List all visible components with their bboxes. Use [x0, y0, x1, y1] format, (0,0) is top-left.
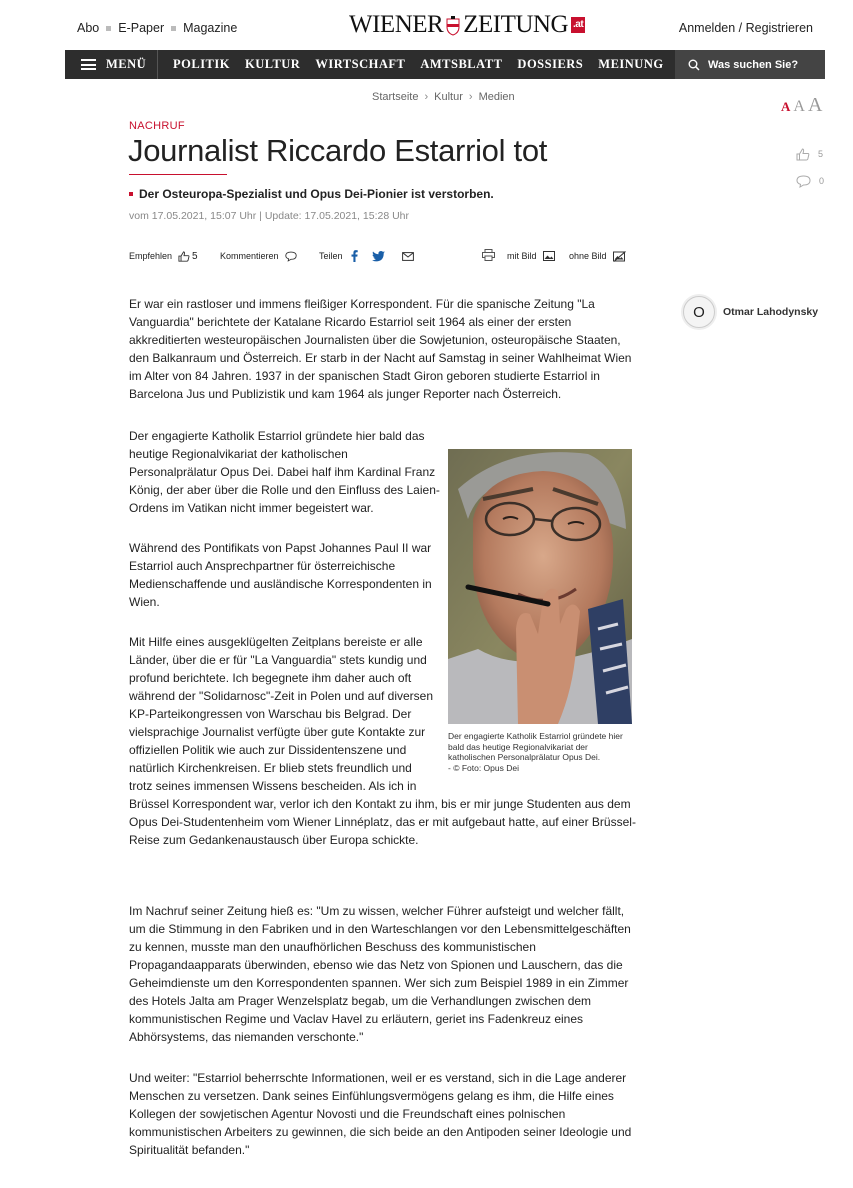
paragraph-line: des Hotels Jalta am Prager Wenzelsplatz begab, um die Verhandlungen zwischen dem: [129, 994, 592, 1008]
paragraph-line: den Balkanraum und Österreich. Er starb in der Nacht auf Samstag in seiner Wahlheimat Wien: [129, 351, 632, 365]
side-like-button[interactable]: [796, 147, 824, 161]
recommend-button[interactable]: [129, 249, 198, 263]
comment-button[interactable]: [220, 249, 297, 263]
logo-text-right: ZEITUNG: [463, 11, 569, 38]
article-lead: [129, 187, 494, 201]
font-size-large[interactable]: A: [807, 94, 823, 116]
figure-caption: [448, 731, 632, 773]
paragraph-line: offiziellen Politik wie auch zur Dissidentenszene und: [129, 743, 407, 757]
side-social: [796, 147, 824, 201]
title-divider: [129, 174, 227, 175]
paragraph-line: Der engagierte Katholik Estarriol gründete hier bald das: [129, 429, 425, 443]
search-icon: [688, 59, 700, 71]
author-box[interactable]: [683, 296, 818, 328]
magazine-link[interactable]: Magazine: [183, 21, 238, 35]
avatar: O: [683, 296, 715, 328]
font-size-medium[interactable]: A: [793, 98, 805, 115]
paragraph-line: Abhörsystems, das niemanden verschonte.": [129, 1030, 364, 1044]
paragraph-line: trotz seines immensen Wissens bescheiden. Als ich in: [129, 779, 417, 793]
paragraph-line: Vanguardia" berichtete der Katalane Ricardo Estarriol seit 1964 als einer der ersten: [129, 315, 572, 329]
epaper-link[interactable]: E-Paper: [118, 21, 165, 35]
paragraph-line: KP-Parteikongressen von Warschau bis Belgrad. Der: [129, 707, 412, 721]
paragraph-line: Medienschaffende und ausländische Korrespondenten in: [129, 577, 432, 591]
nav-item-meinung[interactable]: MEINUNG: [598, 57, 664, 71]
without-image-label: ohne Bild: [569, 251, 607, 261]
paragraph-line: König, der aber über die Rolle und den Einfluss des Laien-: [129, 483, 440, 497]
paragraph-line: Estarriol auch Ansprechpartner für österreichische: [129, 559, 396, 573]
caption-line: bald das heutige Regionalvikariat der: [448, 741, 588, 752]
paragraph-line: Reise zum Gedankenaustausch über Europa schickte.: [129, 833, 419, 847]
nav-item-amtsblatt[interactable]: AMTSBLATT: [420, 57, 503, 71]
main-nav: [65, 50, 825, 79]
share-group: [319, 249, 414, 263]
caption-credit: - © Foto: Opus Dei: [448, 762, 519, 773]
print-without-image-button[interactable]: [569, 249, 626, 263]
print-with-image-button[interactable]: [507, 249, 555, 263]
search-input[interactable]: [675, 50, 825, 79]
paragraph-line: Propagandaapparats überwinden, ebenso wie das Netz von Spionen und Lauschern, das die: [129, 958, 623, 972]
font-size-controls: [781, 94, 822, 117]
breadcrumb: [372, 91, 515, 103]
paragraph-line: vielsprachige Journalist verfügte über gute Kontakte zur: [129, 725, 426, 739]
crest-icon: [446, 15, 460, 35]
site-logo[interactable]: [349, 10, 585, 40]
login-link[interactable]: Anmelden / Registrieren: [678, 21, 813, 35]
side-like-count: 5: [818, 149, 824, 159]
paragraph-line: Kollegen der sowjetischen Agentur Novosti und die Freundschaft eines polnischen: [129, 1107, 566, 1121]
nav-item-wirtschaft[interactable]: WIRTSCHAFT: [315, 57, 406, 71]
article-title: Journalist Riccardo Estarriol tot: [128, 133, 548, 168]
paragraph-line: Länder, über die er für "La Vanguardia" stets kundig und: [129, 653, 427, 667]
top-links: [77, 21, 237, 35]
article-figure: [448, 449, 632, 773]
separator: [106, 26, 111, 31]
image-icon: [543, 251, 555, 261]
logo-text-left: WIENER: [349, 11, 444, 38]
share-label: Teilen: [319, 251, 343, 261]
portrait-photo[interactable]: [448, 449, 632, 724]
paragraph-line: Barcelona Jus und Publizistik und kam 1964 als junger Reporter nach Österreich.: [129, 387, 562, 401]
side-comment-count: 0: [819, 176, 825, 186]
article-kicker: NACHRUF: [129, 120, 185, 132]
paragraph-line: Wien.: [129, 595, 160, 609]
facebook-icon[interactable]: [351, 250, 358, 262]
paragraph-line: Spiritualität befanden.": [129, 1143, 250, 1157]
paragraph-1: [129, 295, 631, 403]
paragraph-2: [129, 427, 440, 517]
recommend-label: Empfehlen: [129, 251, 173, 261]
logo-badge: .at: [571, 17, 585, 33]
mail-icon[interactable]: [402, 252, 414, 261]
paragraph-line: kommunistischen Regime und Vaclav Havel zu erläutern, geriet ins Fadenkreuz eines: [129, 1012, 584, 1026]
search-placeholder: Was suchen Sie?: [708, 58, 799, 71]
paragraph-line: im Alter von 84 Jahren. 1937 in der spanischen Stadt Giron geboren studierte Estarriol in: [129, 369, 600, 383]
paragraph-line: Opus Dei-Studentenheim vom Wiener Linnéplatz, das er mit aufgebaut hatte, auf einer Brüssel-: [129, 815, 636, 829]
no-image-icon: [613, 251, 626, 262]
breadcrumb-startseite[interactable]: Startseite: [372, 91, 419, 103]
lead-bullet: [129, 192, 133, 196]
paragraph-line: Brüssel Korrespondent war, verlor ich den Kontakt zu ihm, bis er mir junge Studenten aus dem: [129, 797, 631, 811]
abo-link[interactable]: Abo: [77, 21, 100, 35]
paragraph-line: profund berichtete. Ich begegnete ihm daher auch oft: [129, 671, 412, 685]
nav-items: [173, 57, 679, 72]
paragraph-line: Im Nachruf seiner Zeitung hieß es: "Um zu wissen, welcher Führer aufsteigt und welcher fällt,: [129, 904, 625, 918]
breadcrumb-medien[interactable]: Medien: [478, 91, 515, 103]
paragraph-line: Er war ein rastloser und immens fleißiger Korrespondent. Für die spanische Zeitung "La: [129, 297, 595, 311]
paragraph-line: Geheimdienste um den Korrespondenten spannen. Wer sich zum Beispiel 1989 in ein Zimmer: [129, 976, 629, 990]
with-image-label: mit Bild: [507, 251, 537, 261]
comment-icon: [796, 175, 811, 188]
paragraph-line: Mit Hilfe eines ausgeklügelten Zeitplans bereiste er alle: [129, 635, 423, 649]
paragraph-line: Während des Pontifikats von Papst Johannes Paul II war: [129, 541, 432, 555]
paragraph-5: [129, 902, 631, 1046]
nav-item-politik[interactable]: POLITIK: [173, 57, 230, 71]
chevron-right-icon: ›: [468, 91, 473, 103]
menu-label: MENÜ: [106, 57, 147, 71]
font-size-small[interactable]: A: [781, 99, 791, 114]
paragraph-line: zu kennen, musste man den unaufhörlichen Beschuss des kommunistischen: [129, 940, 536, 954]
paragraph-line: Menschen zu versetzen. Dank seines Einfühlungsvermögens gelang es ihm, die Hilfe eines: [129, 1089, 614, 1103]
menu-button[interactable]: [65, 50, 158, 79]
paragraph-line: heutige Regionalvikariat der katholischen: [129, 447, 348, 461]
article-dateline: vom 17.05.2021, 15:07 Uhr | Update: 17.05.2021, 15:28 Uhr: [129, 210, 410, 222]
paragraph-line: Ordens im Vatikan nicht immer begeistert war.: [129, 501, 374, 515]
comment-label: Kommentieren: [220, 251, 279, 261]
recommend-count: 5: [192, 250, 198, 262]
share-bar: [129, 249, 629, 263]
paragraph-line: Und weiter: "Estarriol beherrschte Informationen, weil er es verstand, sich in die Lage anderer: [129, 1071, 627, 1085]
paragraph-line: akkreditierten westeuropäischen Journalisten über die Sowjetunion, osteuropäische Staaten,: [129, 333, 621, 347]
author-name: Otmar Lahodynsky: [723, 306, 819, 318]
paragraph-6: [129, 1069, 631, 1159]
print-icon[interactable]: [482, 249, 495, 261]
top-bar: [0, 0, 853, 50]
nav-item-kultur[interactable]: KULTUR: [245, 57, 301, 71]
hamburger-icon: [81, 59, 96, 70]
caption-line: Der engagierte Katholik Estarriol gründete hier: [448, 731, 623, 741]
nav-item-dossiers[interactable]: DOSSIERS: [517, 57, 584, 71]
side-comment-button[interactable]: [796, 174, 824, 188]
breadcrumb-kultur[interactable]: Kultur: [434, 91, 463, 103]
thumbs-up-icon: [178, 251, 190, 262]
twitter-icon[interactable]: [372, 251, 385, 262]
caption-line: katholischen Personalprälatur Opus Dei.: [448, 752, 601, 762]
paragraph-line: kommunistischen Arbeiters zu gewinnen, die sich beide an den Antipoden seiner Ideologie und: [129, 1125, 632, 1139]
separator: [171, 26, 176, 31]
paragraph-line: natürlich Kirchenkreisen. Er blieb stets freundlich und: [129, 761, 412, 775]
paragraph-3: [129, 539, 432, 611]
lead-text: Der Osteuropa-Spezialist und Opus Dei-Pionier ist verstorben.: [139, 187, 494, 201]
paragraph-line: Personalprälatur Opus Dei. Dabei half ihm Kardinal Franz: [129, 465, 436, 479]
chevron-right-icon: ›: [424, 91, 429, 103]
paragraph-line: um die Stimmung in den Fabriken und in den Warteschlangen vor den Lebensmittelgeschäften: [129, 922, 631, 936]
thumbs-up-icon: [796, 148, 810, 161]
comment-icon: [285, 251, 297, 262]
paragraph-line: während der "Solidarnosc"-Zeit in Polen und auf diversen: [129, 689, 434, 703]
